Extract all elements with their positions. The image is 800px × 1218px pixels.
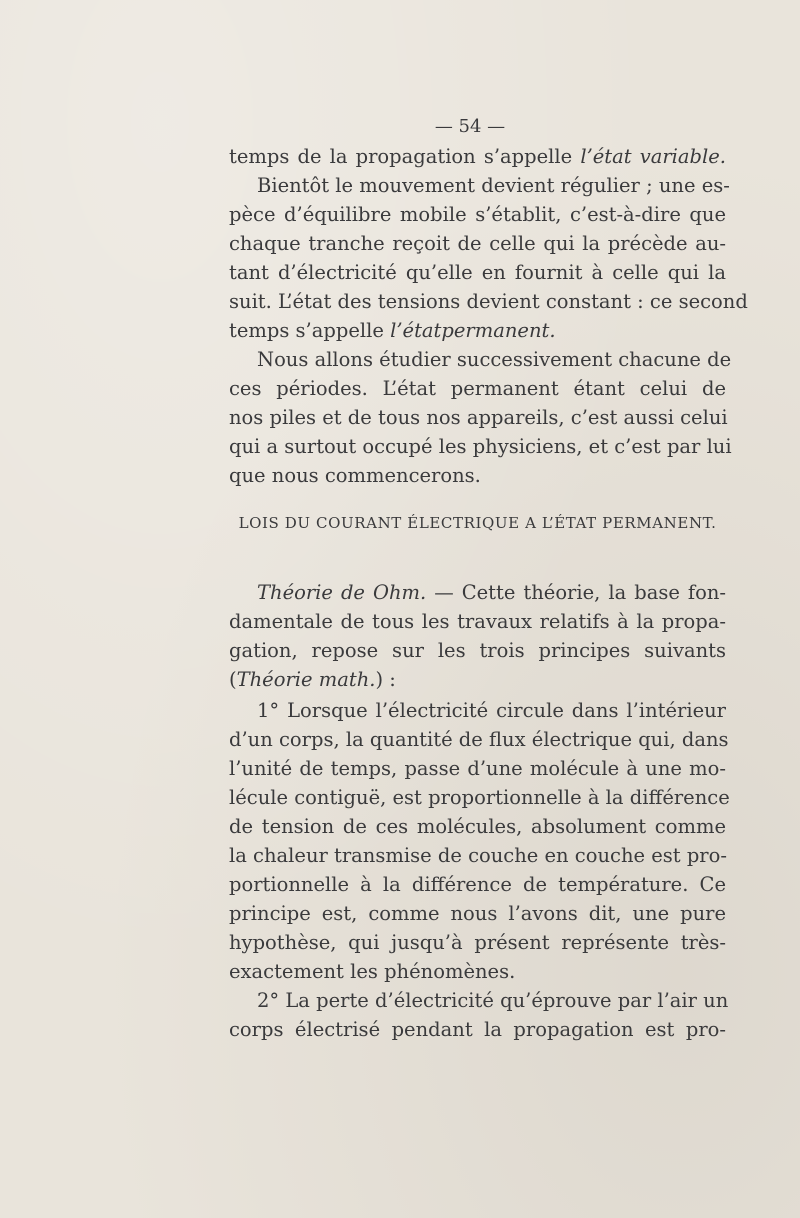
text-line: suit. L’état des tensions devient constant : ce second <box>229 290 748 313</box>
text-line: principe est, comme nous l’avons dit, une pure <box>229 902 726 925</box>
text-line: Nous allons étudier successivement chacune de <box>257 348 732 371</box>
text-span: ( <box>229 668 237 691</box>
italic-term: l’étatpermanent. <box>390 319 556 342</box>
text-line: nos piles et de tous nos appareils, c’est aussi celui <box>229 406 728 429</box>
text-line: corps électrisé pendant la propagation est pro- <box>229 1018 726 1041</box>
text-line: 2° La perte d’électricité qu’éprouve par l’air un <box>257 989 729 1012</box>
italic-term: l’état variable. <box>580 145 727 168</box>
text-line <box>257 578 726 608</box>
text-span: — Cette théorie, la base fon- <box>426 581 726 604</box>
page-number: — 54 — <box>434 116 506 137</box>
text-line: l’unité de temps, passe d’une molécule à une mo- <box>229 757 726 780</box>
text-span: temps de la propagation s’appelle <box>229 145 581 168</box>
text-line <box>229 142 726 172</box>
section-heading: LOIS DU COURANT ÉLECTRIQUE A L’ÉTAT PERMANENT. <box>238 514 717 532</box>
text-line: pèce d’équilibre mobile s’établit, c’est-à-dire que <box>229 203 726 226</box>
text-span: temps s’appelle <box>229 319 391 342</box>
text-line: gation, repose sur les trois principes suivants <box>229 639 726 662</box>
text-span: ) : <box>375 668 396 691</box>
text-line: tant d’électricité qu’elle en fournit à celle qui la <box>229 261 726 284</box>
text-line: 1° Lorsque l’électricité circule dans l’intérieur <box>257 699 726 722</box>
text-line <box>229 316 726 346</box>
text-line: damentale de tous les travaux relatifs à la propa- <box>229 610 726 633</box>
text-line: exactement les phénomènes. <box>229 960 516 983</box>
text-line: qui a surtout occupé les physiciens, et c’est par lui <box>229 435 732 458</box>
text-line: Bientôt le mouvement devient régulier ; une es- <box>257 174 730 197</box>
text-line: lécule contiguë, est proportionnelle à la différence <box>229 786 730 809</box>
text-line: ces périodes. L’état permanent étant celui de <box>229 377 726 400</box>
text-line: de tension de ces molécules, absolument comme <box>229 815 726 838</box>
text-line: chaque tranche reçoit de celle qui la précède au- <box>229 232 726 255</box>
text-line: portionnelle à la différence de température. Ce <box>229 873 726 896</box>
italic-term: Théorie de Ohm. <box>257 581 427 604</box>
text-line: la chaleur transmise de couche en couche est pro- <box>229 844 727 867</box>
text-line <box>229 665 726 695</box>
text-line: hypothèse, qui jusqu’à présent représente très- <box>229 931 726 954</box>
text-line: d’un corps, la quantité de flux électrique qui, dans <box>229 728 729 751</box>
text-line: que nous commencerons. <box>229 464 481 487</box>
italic-term: Théorie math. <box>236 668 376 691</box>
